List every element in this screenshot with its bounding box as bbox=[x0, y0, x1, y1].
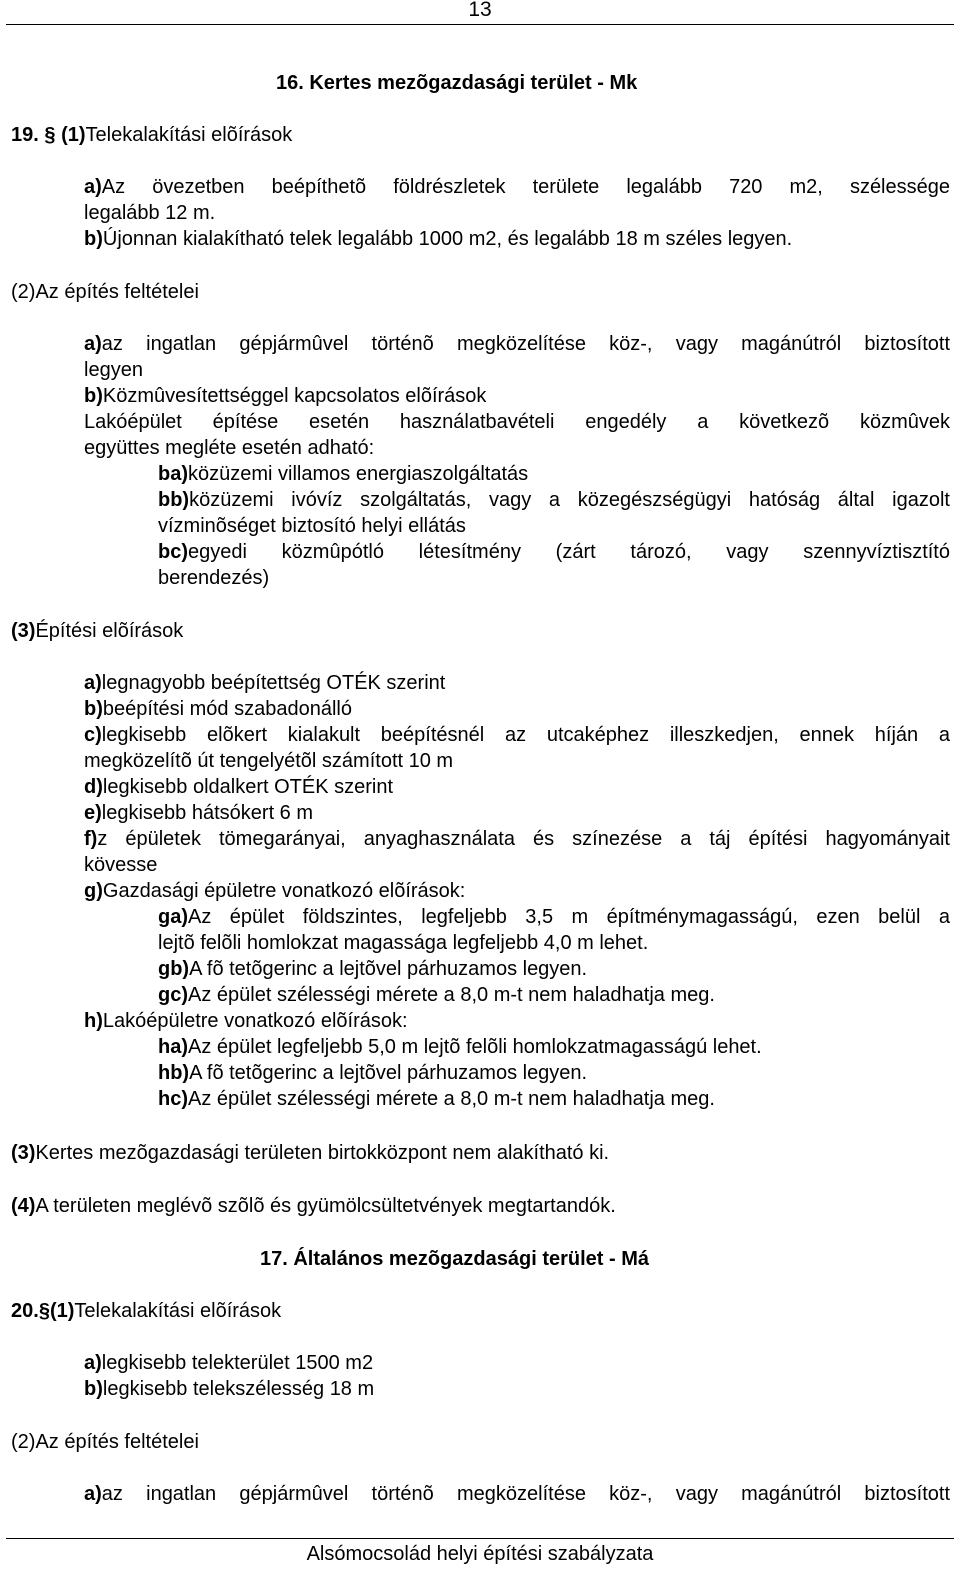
item-2bb-line1: bb)közüzemi ivóvíz szolgáltatás, vagy a közegészségügyi hatóság által igazolt bbox=[158, 489, 950, 511]
item-3ga-line1: ga)Az épület földszintes, legfeljebb 3,5 m építménymagasságú, ezen belül a bbox=[158, 906, 950, 928]
clause-19-heading bbox=[11, 122, 292, 148]
item-3a: a)legnagyobb beépítettség OTÉK szerint bbox=[84, 672, 446, 694]
para-20-2-heading: (2)Az építés feltételei bbox=[11, 1431, 199, 1453]
lakoepulet-line2: együttes megléte esetén adható: bbox=[84, 437, 375, 459]
para-3-heading: (3)Építési elõírások bbox=[11, 620, 184, 642]
item-3ha: ha)Az épület legfeljebb 5,0 m lejtõ felõli homlokzatmagasságú lehet. bbox=[158, 1036, 762, 1058]
para-3b: (3)Kertes mezõgazdasági területen birtokközpont nem alakítható ki. bbox=[11, 1142, 610, 1164]
footer-rule bbox=[6, 1538, 954, 1539]
section-title-17: 17. Általános mezõgazdasági terület - Má bbox=[260, 1248, 649, 1270]
clause-number: 19. bbox=[11, 124, 39, 146]
item-3c-line2: megközelítõ út tengelyétõl számított 10 m bbox=[84, 750, 454, 772]
page-footer: Alsómocsolád helyi építési szabályzata bbox=[306, 1543, 654, 1565]
item-2a-line2: legyen bbox=[84, 359, 143, 381]
lakoepulet-line1: Lakóépület építése esetén használatbavételi engedély a következõ közmûvek bbox=[84, 411, 950, 433]
item-2ba: ba)közüzemi villamos energiaszolgáltatás bbox=[158, 463, 529, 485]
item-20-1b: b)legkisebb telekszélesség 18 m bbox=[84, 1378, 375, 1400]
item-1a-line1: a)Az övezetben beépíthetõ földrészletek területe legalább 720 m2, szélessége bbox=[84, 176, 950, 198]
para-label: (1) bbox=[61, 124, 86, 146]
item-20-1a: a)legkisebb telekterület 1500 m2 bbox=[84, 1352, 374, 1374]
item-3f-line1: f)z épületek tömegarányai, anyaghasználata és színezése a táj építési hagyományait bbox=[84, 828, 950, 850]
item-2bb-line2: vízminõséget biztosító helyi ellátás bbox=[158, 515, 466, 537]
para-4: (4)A területen meglévõ szõlõ és gyümölcsültetvények megtartandók. bbox=[11, 1195, 616, 1217]
item-1b: b)Újonnan kialakítható telek legalább 1000 m2, és legalább 18 m széles legyen. bbox=[84, 228, 793, 250]
para-2-heading: (2)Az építés feltételei bbox=[11, 281, 199, 303]
item-3f-line2: kövesse bbox=[84, 854, 158, 876]
item-2bc-line1: bc)egyedi közmûpótló létesítmény (zárt tározó, vagy szennyvíztisztító bbox=[158, 541, 950, 563]
section-title-16: 16. Kertes mezõgazdasági terület - Mk bbox=[276, 72, 638, 94]
page-number: 13 bbox=[468, 0, 492, 21]
item-2a-line1: a)az ingatlan gépjármûvel történõ megközelítése köz-, vagy magánútról biztosított bbox=[84, 333, 950, 355]
item-3e: e)legkisebb hátsókert 6 m bbox=[84, 802, 314, 824]
item-3gc: gc)Az épület szélességi mérete a 8,0 m-t nem haladhatja meg. bbox=[158, 984, 715, 1006]
para-title: Telekalakítási elõírások bbox=[85, 124, 293, 146]
item-3ga-line2: lejtõ felõli homlokzat magassága legfeljebb 4,0 m lehet. bbox=[158, 932, 649, 954]
item-3c-line1: c)legkisebb elõkert kialakult beépítésnél az utcaképhez illeszkedjen, ennek híján a bbox=[84, 724, 950, 746]
item-3d: d)legkisebb oldalkert OTÉK szerint bbox=[84, 776, 394, 798]
item-3hb: hb)A fõ tetõgerinc a lejtõvel párhuzamos legyen. bbox=[158, 1062, 588, 1084]
item-2b: b)Közmûvesítettséggel kapcsolatos elõírások bbox=[84, 385, 487, 407]
item-1a-line2: legalább 12 m. bbox=[84, 202, 216, 224]
item-3h: h)Lakóépületre vonatkozó elõírások: bbox=[84, 1010, 408, 1032]
header-rule bbox=[6, 24, 954, 25]
item-3hc: hc)Az épület szélességi mérete a 8,0 m-t nem haladhatja meg. bbox=[158, 1088, 715, 1110]
item-2bc-line2: berendezés) bbox=[158, 567, 270, 589]
clause-20-heading: 20.§(1)Telekalakítási elõírások bbox=[11, 1300, 282, 1322]
item-3g: g)Gazdasági épületre vonatkozó elõírások: bbox=[84, 880, 466, 902]
section-sign: § bbox=[44, 124, 56, 146]
item-20-2a: a)az ingatlan gépjármûvel történõ megközelítése köz-, vagy magánútról biztosított bbox=[84, 1483, 950, 1505]
item-3b: b)beépítési mód szabadonálló bbox=[84, 698, 352, 720]
item-3gb: gb)A fõ tetõgerinc a lejtõvel párhuzamos legyen. bbox=[158, 958, 588, 980]
